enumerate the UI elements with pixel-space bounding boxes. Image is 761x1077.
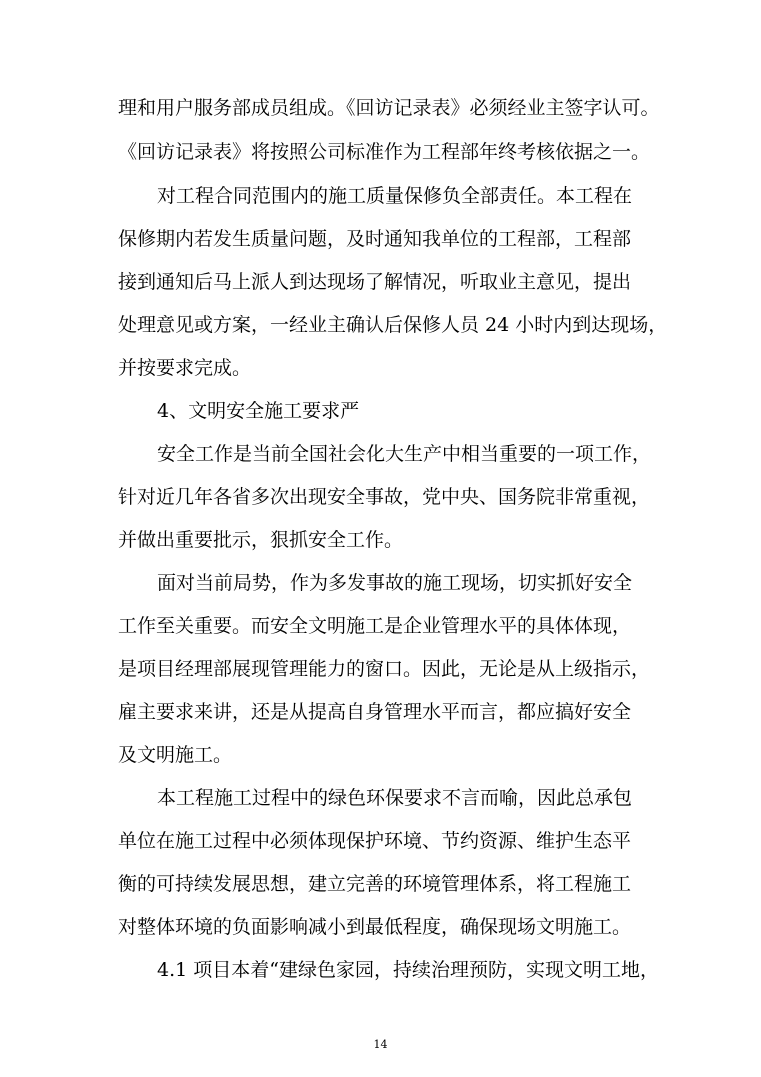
text-line: 《回访记录表》将按照公司标准作为工程部年终考核依据之一。	[118, 141, 651, 163]
page-number: 14	[373, 1038, 388, 1051]
text-line: 及文明施工。	[118, 744, 233, 766]
section-heading: 4、文明安全施工要求严	[157, 400, 360, 422]
text-line: 理和用户服务部成员组成。《回访记录表》必须经业主签字认可。	[118, 97, 660, 119]
text-line: 并做出重要批示，狠抓安全工作。	[118, 529, 404, 551]
text-line: 接到通知后马上派人到达现场了解情况，听取业主意见，提出	[118, 271, 632, 293]
text-line: 面对当前局势，作为多发事故的施工现场，切实抓好安全	[157, 572, 633, 594]
text-line: 安全工作是当前全国社会化大生产中相当重要的一项工作，	[157, 443, 652, 465]
text-line: 工作至关重要。而安全文明施工是企业管理水平的具体体现，	[118, 615, 632, 637]
text-line: 单位在施工过程中必须体现保护环境、节约资源、维护生态平	[118, 830, 632, 852]
text-line: 雇主要求来讲，还是从提高自身管理水平而言，都应搞好安全	[118, 701, 632, 723]
text-line: 处理意见或方案，一经业主确认后保修人员 24 小时内到达现场，	[118, 314, 668, 336]
text-line: 对整体环境的负面影响减小到最低程度，确保现场文明施工。	[118, 916, 632, 938]
text-line: 针对近几年各省多次出现安全事故，党中央、国务院非常重视，	[118, 486, 651, 508]
text-line: 衡的可持续发展思想，建立完善的环境管理体系，将工程施工	[118, 873, 632, 895]
text-line: 对工程合同范围内的施工质量保修负全部责任。本工程在	[157, 185, 633, 207]
text-line: 是项目经理部展现管理能力的窗口。因此，无论是从上级指示，	[118, 658, 651, 680]
text-line: 本工程施工过程中的绿色环保要求不言而喻，因此总承包	[157, 787, 633, 809]
text-line: 并按要求完成。	[118, 357, 252, 379]
text-line: 保修期内若发生质量问题，及时通知我单位的工程部，工程部	[118, 228, 632, 250]
subsection-heading: 4.1 项目本着“建绿色家园，持续治理预防，实现文明工地，	[157, 959, 659, 981]
